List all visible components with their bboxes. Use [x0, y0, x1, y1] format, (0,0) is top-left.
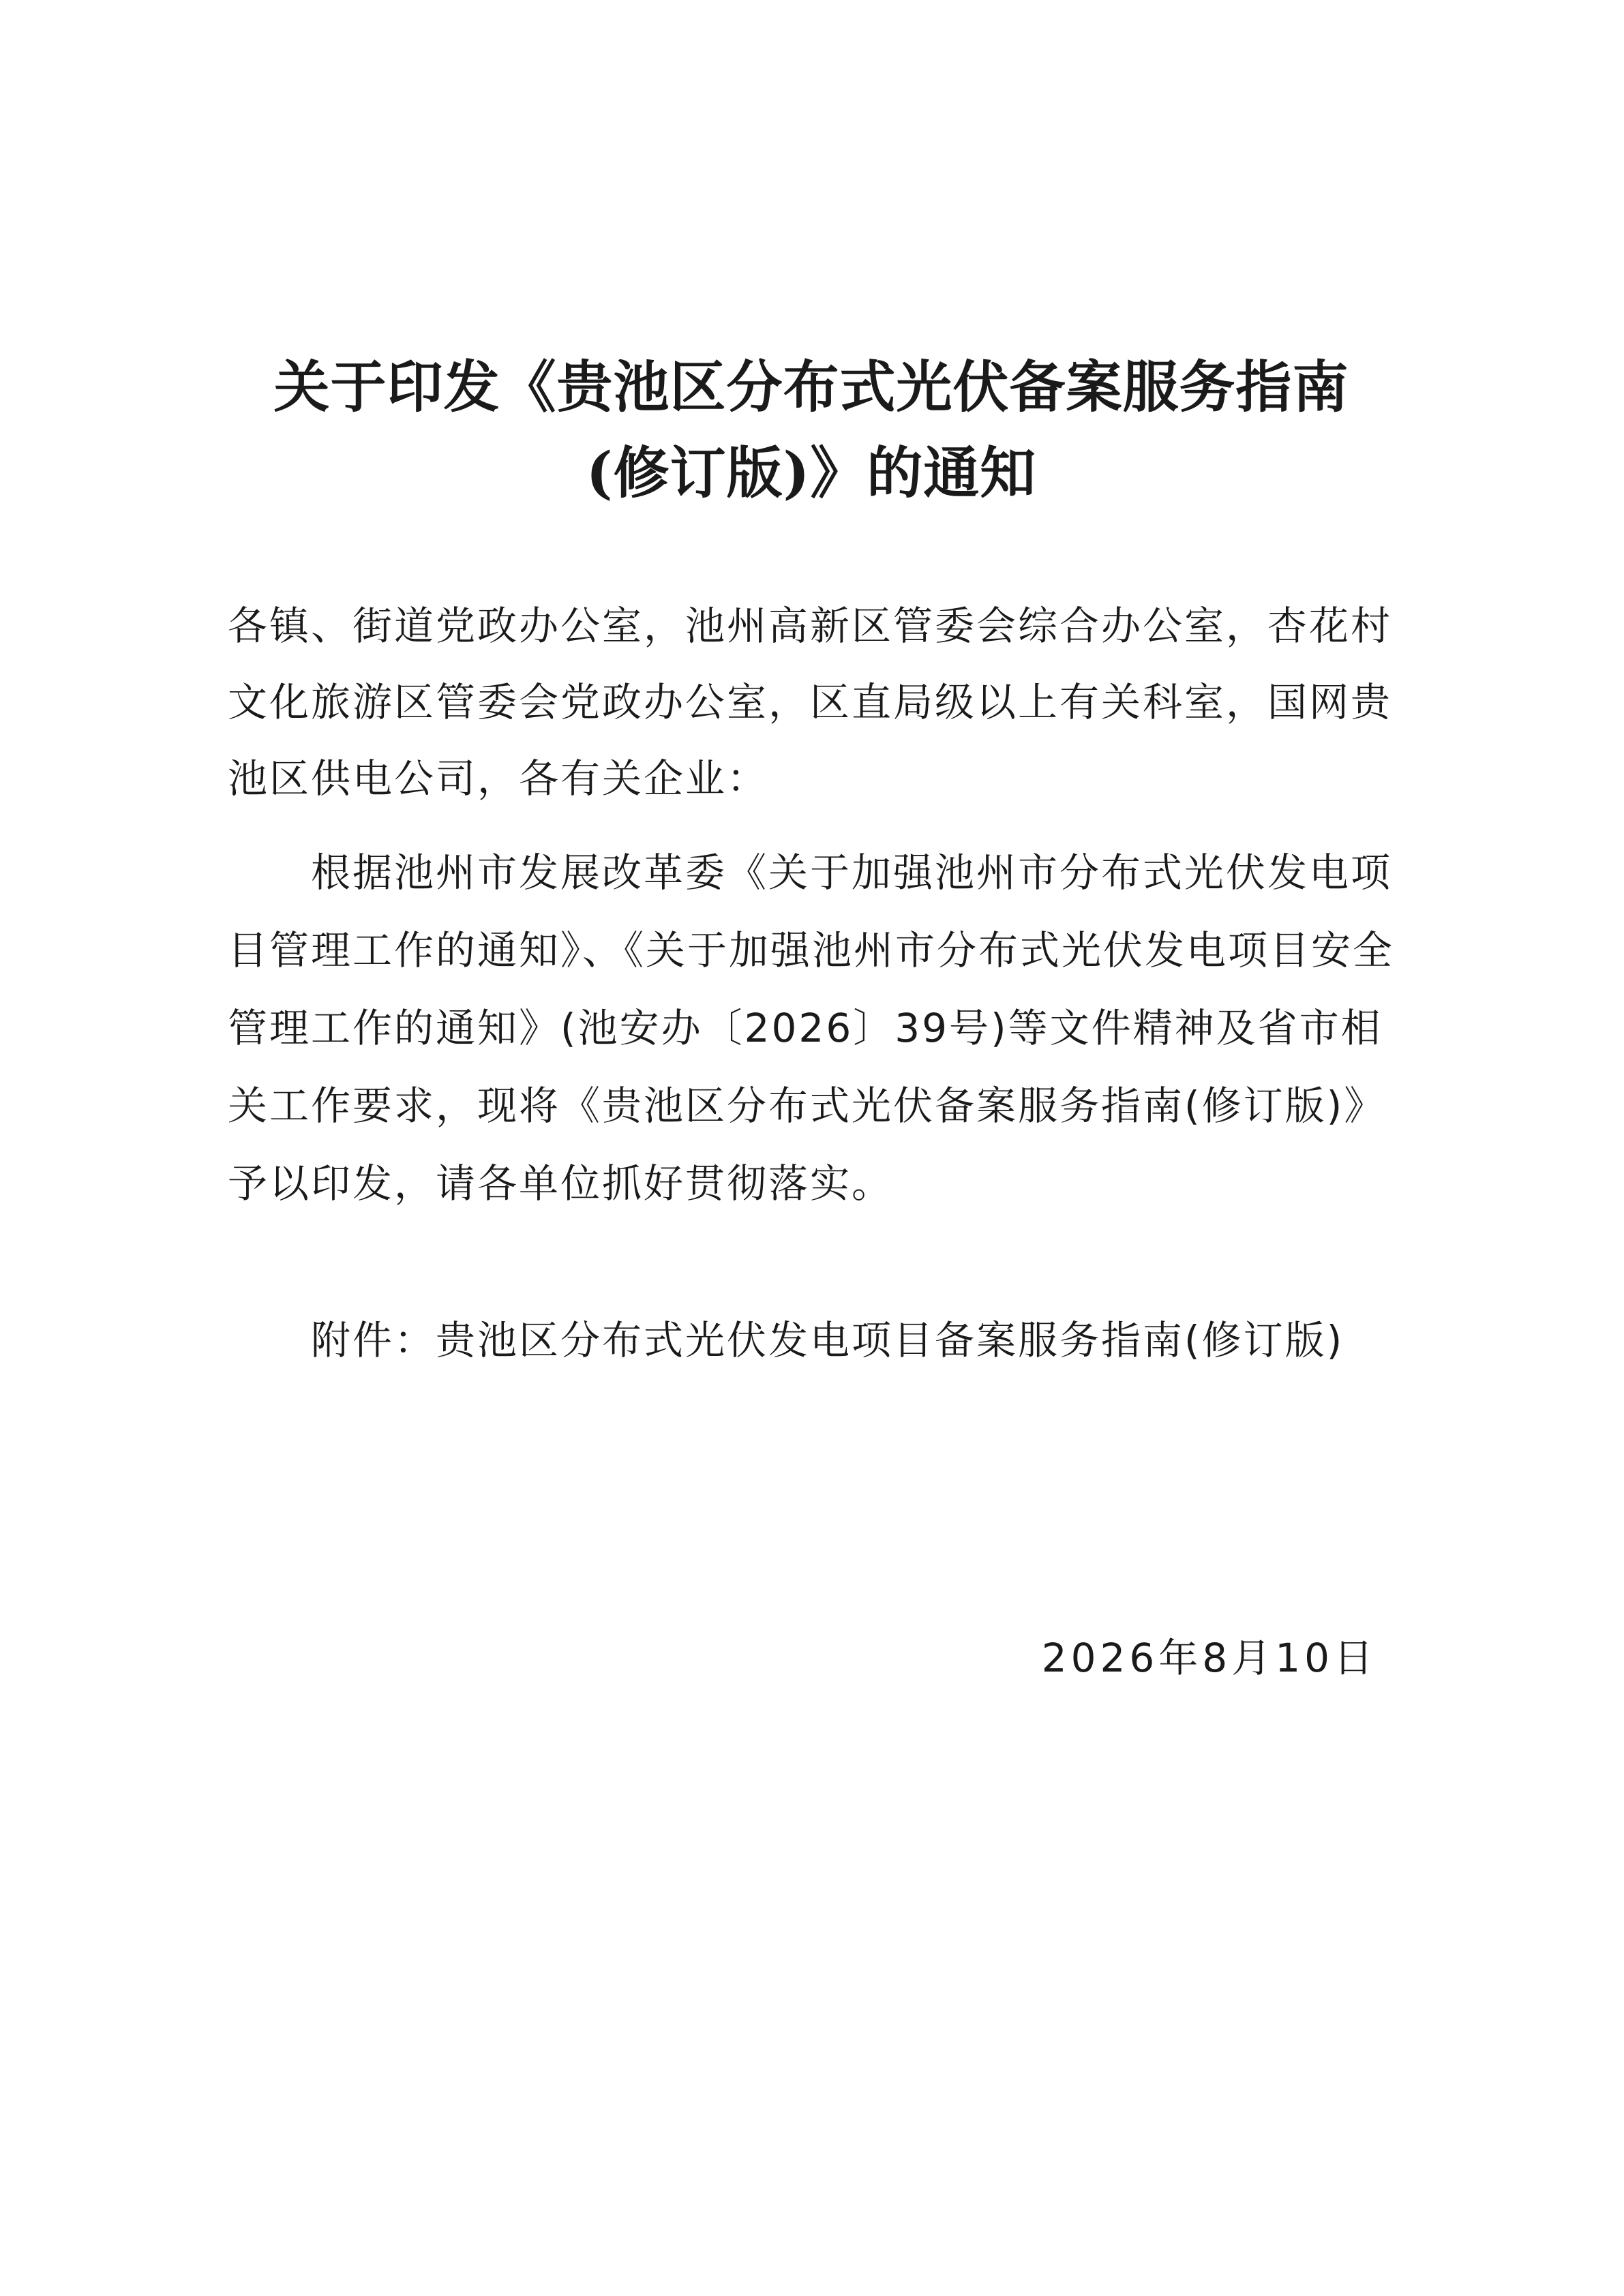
document-title-line-2: (修订版)》的通知 [586, 440, 1037, 506]
body-paragraph-line: 关工作要求，现将《贵池区分布式光伏备案服务指南(修订版)》 [228, 1083, 1386, 1129]
salutation-line: 文化旅游区管委会党政办公室，区直局级以上有关科室，国网贵 [228, 679, 1393, 725]
document-date: 2026年8月10日 [1041, 1635, 1377, 1681]
body-paragraph-line: 目管理工作的通知》、《关于加强池州市分布式光伏发电项目安全 [228, 927, 1395, 973]
body-paragraph-line: 管理工作的通知》(池安办〔2026〕39号)等文件精神及省市相 [228, 1005, 1383, 1051]
document-title-line-1: 关于印发《贵池区分布式光伏备案服务指南 [273, 354, 1349, 420]
attachment-line: 附件：贵池区分布式光伏发电项目备案服务指南(修订版) [311, 1317, 1344, 1363]
body-paragraph-line: 予以印发，请各单位抓好贯彻落实。 [228, 1160, 894, 1207]
salutation-line: 池区供电公司，各有关企业： [228, 755, 769, 802]
body-paragraph-line: 根据池州市发展改革委《关于加强池州市分布式光伏发电项 [311, 849, 1393, 896]
salutation-line: 各镇、街道党政办公室，池州高新区管委会综合办公室，杏花村 [228, 603, 1393, 649]
